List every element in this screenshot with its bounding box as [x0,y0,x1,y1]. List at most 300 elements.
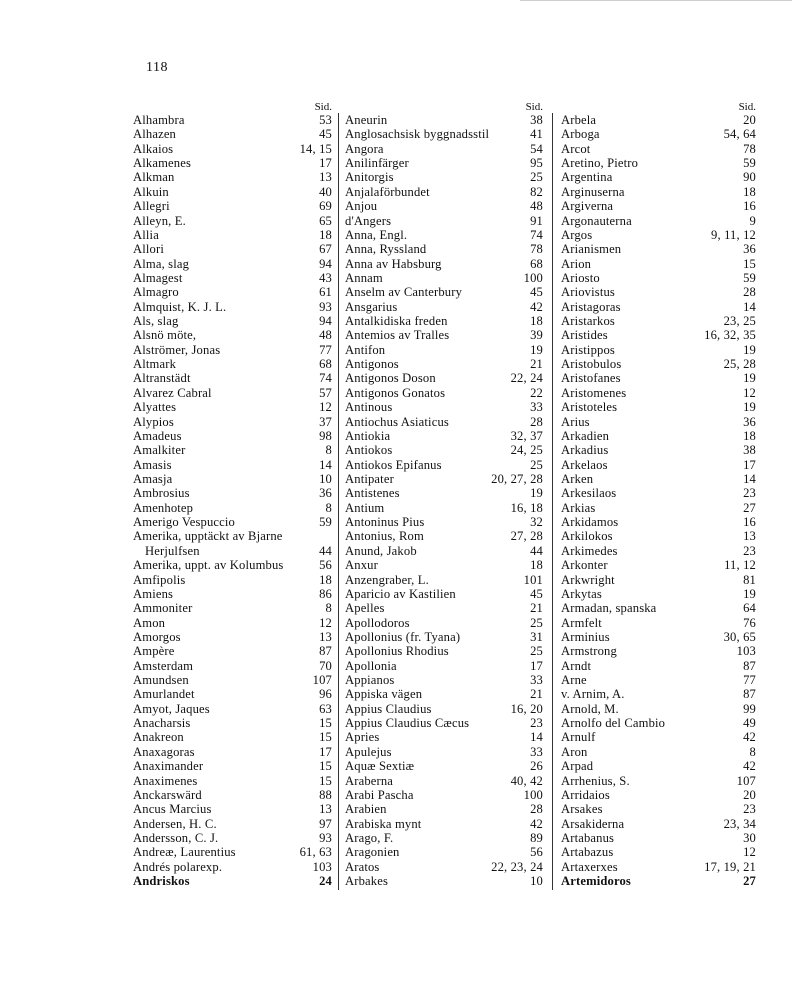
entry-name: Alleyn, E. [133,213,186,228]
index-entry [561,573,756,587]
index-entry [133,415,332,429]
entry-name: Alkaios [133,141,174,156]
entry-pages: 89 [530,830,543,845]
entry-pages: 41 [530,127,543,142]
entry-pages: 27 [743,874,756,889]
entry-pages: 25 [530,170,543,185]
entry-pages: 101 [523,572,543,587]
entry-pages: 64 [743,601,756,616]
sid-header: Sid. [738,101,756,113]
entry-pages: 8 [749,744,756,759]
entry-name: Araberna [345,773,394,788]
index-entry [345,817,543,831]
entry-name: Amon [133,615,166,630]
index-entry [133,558,332,572]
entry-name: Arkadius [561,443,609,458]
index-entry [345,831,543,845]
entry-name: Artabanus [561,830,615,845]
entry-pages: 33 [530,744,543,759]
index-entry [561,558,756,572]
index-entry [561,831,756,845]
entry-pages: 19 [743,342,756,357]
column-divider [338,113,339,890]
entry-pages: 68 [319,357,332,372]
entry-pages: 97 [319,816,332,831]
index-entry [345,228,543,242]
entry-pages: 42 [530,299,543,314]
entry-pages: 36 [743,242,756,257]
index-entry [133,300,332,314]
entry-name: Almagro [133,285,179,300]
index-entry [133,601,332,615]
entry-name: Amerigo Vespuccio [133,515,235,530]
entry-name: Aron [561,744,588,759]
entry-pages: 14 [319,457,332,472]
index-entry [561,314,756,328]
entry-list [345,113,543,888]
entry-pages: 99 [743,701,756,716]
index-entry [133,400,332,414]
entry-pages: 107 [736,773,756,788]
entry-pages: 38 [530,113,543,127]
entry-pages: 16, 32, 35 [704,328,756,343]
entry-pages: 42 [743,759,756,774]
entry-name: Aratos [345,859,380,874]
entry-pages: 54, 64 [723,127,756,142]
entry-pages: 8 [325,500,332,515]
index-entry [133,343,332,357]
entry-pages: 36 [319,486,332,501]
index-entry [561,185,756,199]
entry-name: Armfelt [561,615,602,630]
entry-name: Angora [345,141,384,156]
entry-name: Arken [561,471,594,486]
entry-name: Aparicio av Kastilien [345,586,456,601]
entry-name: Antalkidiska freden [345,314,448,329]
index-entry [561,687,756,701]
entry-pages: 56 [530,845,543,860]
index-entry [133,515,332,529]
index-entry [561,745,756,759]
index-entry [561,415,756,429]
index-column-3 [561,101,756,888]
index-entry [561,214,756,228]
entry-pages: 15 [319,759,332,774]
index-entry [345,386,543,400]
entry-pages: 17 [319,744,332,759]
entry-name: Antium [345,500,385,515]
entry-name: Arnulf [561,730,596,745]
entry-pages: 100 [523,787,543,802]
index-entry [345,343,543,357]
entry-pages: 13 [743,529,756,544]
entry-pages: 56 [319,558,332,573]
entry-name: Arbakes [345,874,389,889]
index-entry [561,113,756,127]
entry-name: Arboga [561,127,600,142]
index-entry [345,601,543,615]
entry-name: Anilinfärger [345,156,409,171]
entry-name: Arbela [561,113,597,127]
index-entry [561,386,756,400]
entry-pages: 59 [743,156,756,171]
entry-pages: 19 [743,586,756,601]
entry-pages: 25, 28 [723,357,756,372]
entry-name: v. Arnim, A. [561,687,625,702]
entry-pages: 77 [319,342,332,357]
entry-pages: 23, 25 [723,314,756,329]
entry-name: Ariosto [561,270,600,285]
entry-pages: 90 [743,170,756,185]
entry-pages: 14, 15 [299,141,332,156]
entry-name: Annam [345,270,383,285]
entry-name: Herjulfsen [145,543,200,558]
entry-pages: 70 [319,658,332,673]
entry-name: Antiokos [345,443,393,458]
index-entry [345,730,543,744]
index-entry [133,673,332,687]
index-entry [345,860,543,874]
index-entry [345,802,543,816]
index-entry [345,630,543,644]
entry-name: Arginuserna [561,184,625,199]
entry-pages: 28 [530,414,543,429]
index-entry [133,357,332,371]
index-entry [561,328,756,342]
entry-name: Anaximander [133,759,204,774]
entry-pages: 40 [319,184,332,199]
index-entry [345,415,543,429]
entry-name: Argentina [561,170,613,185]
entry-pages: 63 [319,701,332,716]
index-entry [561,156,756,170]
index-entry [345,142,543,156]
index-entry [561,486,756,500]
entry-pages: 23 [743,802,756,817]
entry-pages: 96 [319,687,332,702]
index-entry [561,788,756,802]
entry-name: Aristarkos [561,314,615,329]
entry-pages: 21 [530,357,543,372]
entry-name: Apries [345,730,380,745]
index-entry [345,429,543,443]
entry-name: Arianismen [561,242,622,257]
entry-name: Anaxagoras [133,744,195,759]
index-entry [561,759,756,773]
entry-name: Arius [561,414,590,429]
entry-name: Alyattes [133,400,177,415]
entry-name: Arabi Pascha [345,787,414,802]
index-entry [345,300,543,314]
entry-name: Arkilokos [561,529,613,544]
entry-pages: 45 [530,586,543,601]
index-entry [561,702,756,716]
index-entry [133,314,332,328]
entry-pages: 25 [530,644,543,659]
entry-name: Armadan, spanska [561,601,657,616]
entry-pages: 59 [743,270,756,285]
entry-name: Amsterdam [133,658,194,673]
entry-pages: 103 [312,859,332,874]
index-entry [561,142,756,156]
entry-name: Alkuin [133,184,169,199]
entry-pages: 19 [743,400,756,415]
index-entry [133,845,332,859]
entry-name: Arkimedes [561,543,618,558]
index-entry [345,257,543,271]
index-entry [133,486,332,500]
index-entry [133,874,332,888]
entry-pages: 15 [319,730,332,745]
entry-pages: 10 [530,874,543,889]
index-entry [561,271,756,285]
index-entry [561,228,756,242]
entry-pages: 24 [319,874,332,889]
index-entry [133,817,332,831]
entry-pages: 28 [530,802,543,817]
entry-pages: 36 [743,414,756,429]
entry-name: Anglosachsisk byggnadsstil [345,127,490,142]
entry-pages: 93 [319,830,332,845]
entry-name: Allia [133,227,159,242]
entry-pages: 44 [530,543,543,558]
index-entry [345,616,543,630]
index-entry [133,730,332,744]
entry-name: Arkelaos [561,457,608,472]
entry-pages: 17 [743,457,756,472]
entry-pages: 40, 42 [510,773,543,788]
index-entry [133,573,332,587]
entry-pages: 33 [530,400,543,415]
index-entry [345,573,543,587]
entry-name: Anna, Engl. [345,227,408,242]
entry-name: Arrhenius, S. [561,773,630,788]
entry-name: Antigonos Gonatos [345,385,446,400]
entry-name: Andersen, H. C. [133,816,217,831]
entry-pages: 81 [743,572,756,587]
entry-pages: 49 [743,716,756,731]
index-entry [561,458,756,472]
entry-name: Arsakes [561,802,603,817]
entry-name: Antiokia [345,428,391,443]
entry-pages: 27 [743,500,756,515]
entry-name: Armstrong [561,644,617,659]
index-entry [133,127,332,141]
index-entry [561,357,756,371]
entry-pages: 19 [530,342,543,357]
entry-pages: 9, 11, 12 [711,227,756,242]
entry-pages: 20, 27, 28 [491,471,543,486]
entry-name: Andriskos [133,874,190,889]
index-entry [345,644,543,658]
entry-name: Arridaios [561,787,610,802]
index-entry [133,616,332,630]
index-entry [561,127,756,141]
index-entry [133,644,332,658]
index-entry [133,831,332,845]
entry-name: Antipater [345,471,394,486]
entry-name: Arpad [561,759,594,774]
entry-pages: 68 [530,256,543,271]
index-entry [345,745,543,759]
entry-name: Anna, Ryssland [345,242,427,257]
entry-name: Antiokos Epifanus [345,457,442,472]
entry-name: Amurlandet [133,687,195,702]
entry-pages: 17 [530,658,543,673]
entry-pages: 18 [319,572,332,587]
index-entry [345,357,543,371]
column-divider [552,113,553,890]
index-entry [345,845,543,859]
entry-name: Apulejus [345,744,392,759]
entry-name: Aristippos [561,342,615,357]
index-entry [345,472,543,486]
entry-name: Anjou [345,199,378,214]
entry-name: Alkman [133,170,175,185]
entry-name: Arndt [561,658,592,673]
index-column-1 [133,101,332,888]
entry-name: Apollonia [345,658,397,673]
entry-name: Anna av Habsburg [345,256,442,271]
index-entry [133,443,332,457]
entry-name: Antiochus Asiaticus [345,414,449,429]
entry-name: Amfipolis [133,572,186,587]
index-entry [345,113,543,127]
entry-pages: 10 [319,471,332,486]
index-entry [561,529,756,543]
entry-pages: 44 [319,543,332,558]
entry-pages: 16 [743,515,756,530]
entry-pages: 78 [530,242,543,257]
index-entry [345,529,543,543]
entry-pages: 74 [319,371,332,386]
index-entry [345,242,543,256]
entry-pages: 14 [743,299,756,314]
index-entry [561,716,756,730]
entry-pages: 16 [743,199,756,214]
index-entry [345,285,543,299]
index-entry [133,257,332,271]
entry-name: Appianos [345,673,395,688]
entry-name: Apollonius Rhodius [345,644,449,659]
index-entry [561,601,756,615]
index-entry [345,400,543,414]
index-entry [345,214,543,228]
index-entry [133,472,332,486]
entry-pages: 42 [743,730,756,745]
index-entry [345,874,543,888]
entry-name: Amyot, Jaques [133,701,210,716]
entry-name: Alkamenes [133,156,192,171]
entry-name: Aristides [561,328,608,343]
entry-pages: 12 [319,400,332,415]
index-entry [561,616,756,630]
entry-name: Ambrosius [133,486,190,501]
index-entry [561,630,756,644]
index-entry [345,127,543,141]
index-entry [133,687,332,701]
entry-name: Artabazus [561,845,614,860]
entry-name: Anacharsis [133,716,191,731]
entry-name: Aneurin [345,113,388,127]
index-entry [561,644,756,658]
sid-header: Sid. [314,101,332,113]
entry-pages: 67 [319,242,332,257]
index-entry [345,199,543,213]
index-entry [345,558,543,572]
index-entry [561,544,756,558]
entry-name: Anakreon [133,730,184,745]
entry-pages: 30, 65 [723,629,756,644]
entry-pages: 74 [530,227,543,242]
index-entry [345,170,543,184]
index-entry [133,788,332,802]
entry-pages: 18 [319,227,332,242]
entry-name: Alsnö möte, [133,328,197,343]
entry-name: Arkytas [561,586,602,601]
entry-name: Ancus Marcius [133,802,212,817]
entry-name: Arcot [561,141,591,156]
entry-name: Amundsen [133,673,189,688]
entry-name: Antigonos Doson [345,371,436,386]
entry-pages: 54 [530,141,543,156]
entry-pages: 23 [743,543,756,558]
entry-name: Aristofanes [561,371,621,386]
entry-name: Anckarswärd [133,787,202,802]
entry-pages: 94 [319,314,332,329]
index-column-2 [345,101,543,888]
top-edge-rule [520,0,792,1]
entry-pages: 32 [530,515,543,530]
entry-pages: 13 [319,629,332,644]
index-entry [133,170,332,184]
entry-pages: 38 [743,443,756,458]
index-entry [133,630,332,644]
index-entry [345,587,543,601]
index-entry [561,845,756,859]
index-entry [133,529,332,543]
entry-pages: 18 [743,428,756,443]
index-entry [133,659,332,673]
index-entry [345,759,543,773]
entry-pages: 23 [743,486,756,501]
entry-pages: 43 [319,270,332,285]
entry-pages: 91 [530,213,543,228]
entry-name: Anxur [345,558,378,573]
entry-pages: 61, 63 [299,845,332,860]
index-entry [133,774,332,788]
entry-name: Aristomenes [561,385,627,400]
entry-pages: 27, 28 [510,529,543,544]
index-entry [561,257,756,271]
entry-pages: 17 [319,156,332,171]
entry-name: Almquist, K. J. L. [133,299,227,314]
entry-name: Artaxerxes [561,859,618,874]
index-entry [345,788,543,802]
entry-name: Alströmer, Jonas [133,342,221,357]
entry-pages: 24, 25 [510,443,543,458]
entry-name: Arne [561,673,587,688]
entry-name: Andrés polarexp. [133,859,223,874]
entry-name: Alhambra [133,113,185,127]
entry-name: Apollodoros [345,615,410,630]
index-entry [561,730,756,744]
entry-pages: 18 [530,558,543,573]
entry-name: Arsakiderna [561,816,625,831]
entry-name: Arkias [561,500,596,515]
index-entry [561,515,756,529]
entry-name: Argonauterna [561,213,632,228]
